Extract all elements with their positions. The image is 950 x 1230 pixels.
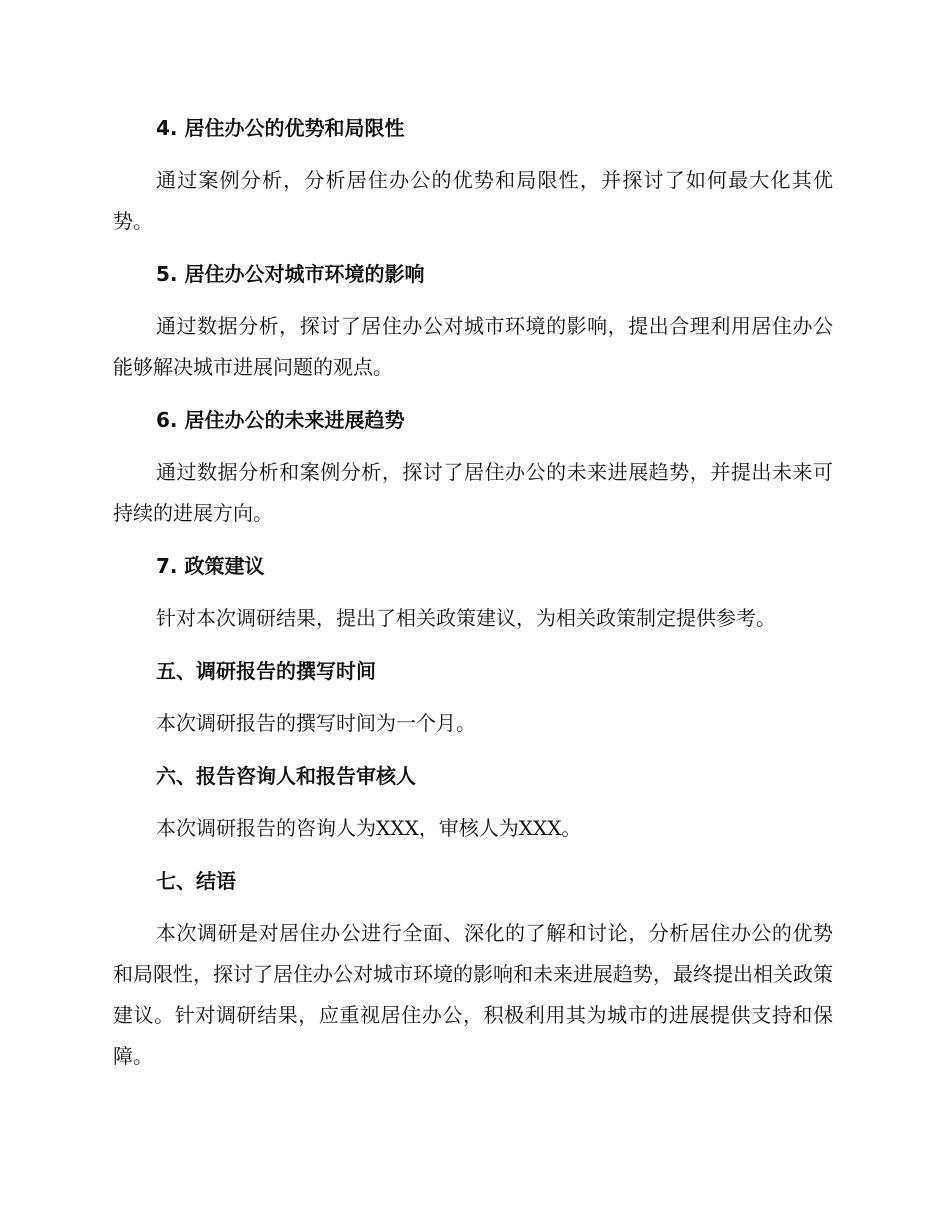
section-body-4: 通过案例分析，分析居住办公的优势和局限性，并探讨了如何最大化其优势。 [113, 168, 833, 233]
section-heading-7: 7. 政策建议 [156, 554, 265, 578]
section-body-conclusion: 本次调研是对居住办公进行全面、深化的了解和讨论，分析居住办公的优势和局限性，探讨了居住办公对城市环境的影响和未来进展趋势，最终提出相关政策建议。针对调研结果，应重视居住办公，积极利用其为城市的进展提供支持和保障。 [113, 921, 833, 1068]
section-body-6: 通过数据分析和案例分析，探讨了居住办公的未来进展趋势，并提出未来可持续的进展方向。 [113, 460, 833, 525]
section-body-writing-time: 本次调研报告的撰写时间为一个月。 [156, 711, 476, 735]
section-body-7: 针对本次调研结果，提出了相关政策建议，为相关政策制定提供参考。 [156, 606, 776, 630]
section-heading-consultant-reviewer: 六、报告咨询人和报告审核人 [156, 764, 416, 788]
section-heading-conclusion: 七、结语 [156, 869, 236, 893]
section-heading-6: 6. 居住办公的未来进展趋势 [156, 408, 405, 432]
section-body-5: 通过数据分析，探讨了居住办公对城市环境的影响，提出合理利用居住办公能够解决城市进展问题的观点。 [113, 314, 833, 379]
section-heading-writing-time: 五、调研报告的撰写时间 [156, 659, 376, 683]
section-heading-5: 5. 居住办公对城市环境的影响 [156, 262, 425, 286]
document-body [113, 108, 833, 1077]
section-body-consultant-reviewer: 本次调研报告的咨询人为XXX，审核人为XXX。 [156, 816, 582, 840]
section-heading-4: 4. 居住办公的优势和局限性 [156, 116, 405, 140]
